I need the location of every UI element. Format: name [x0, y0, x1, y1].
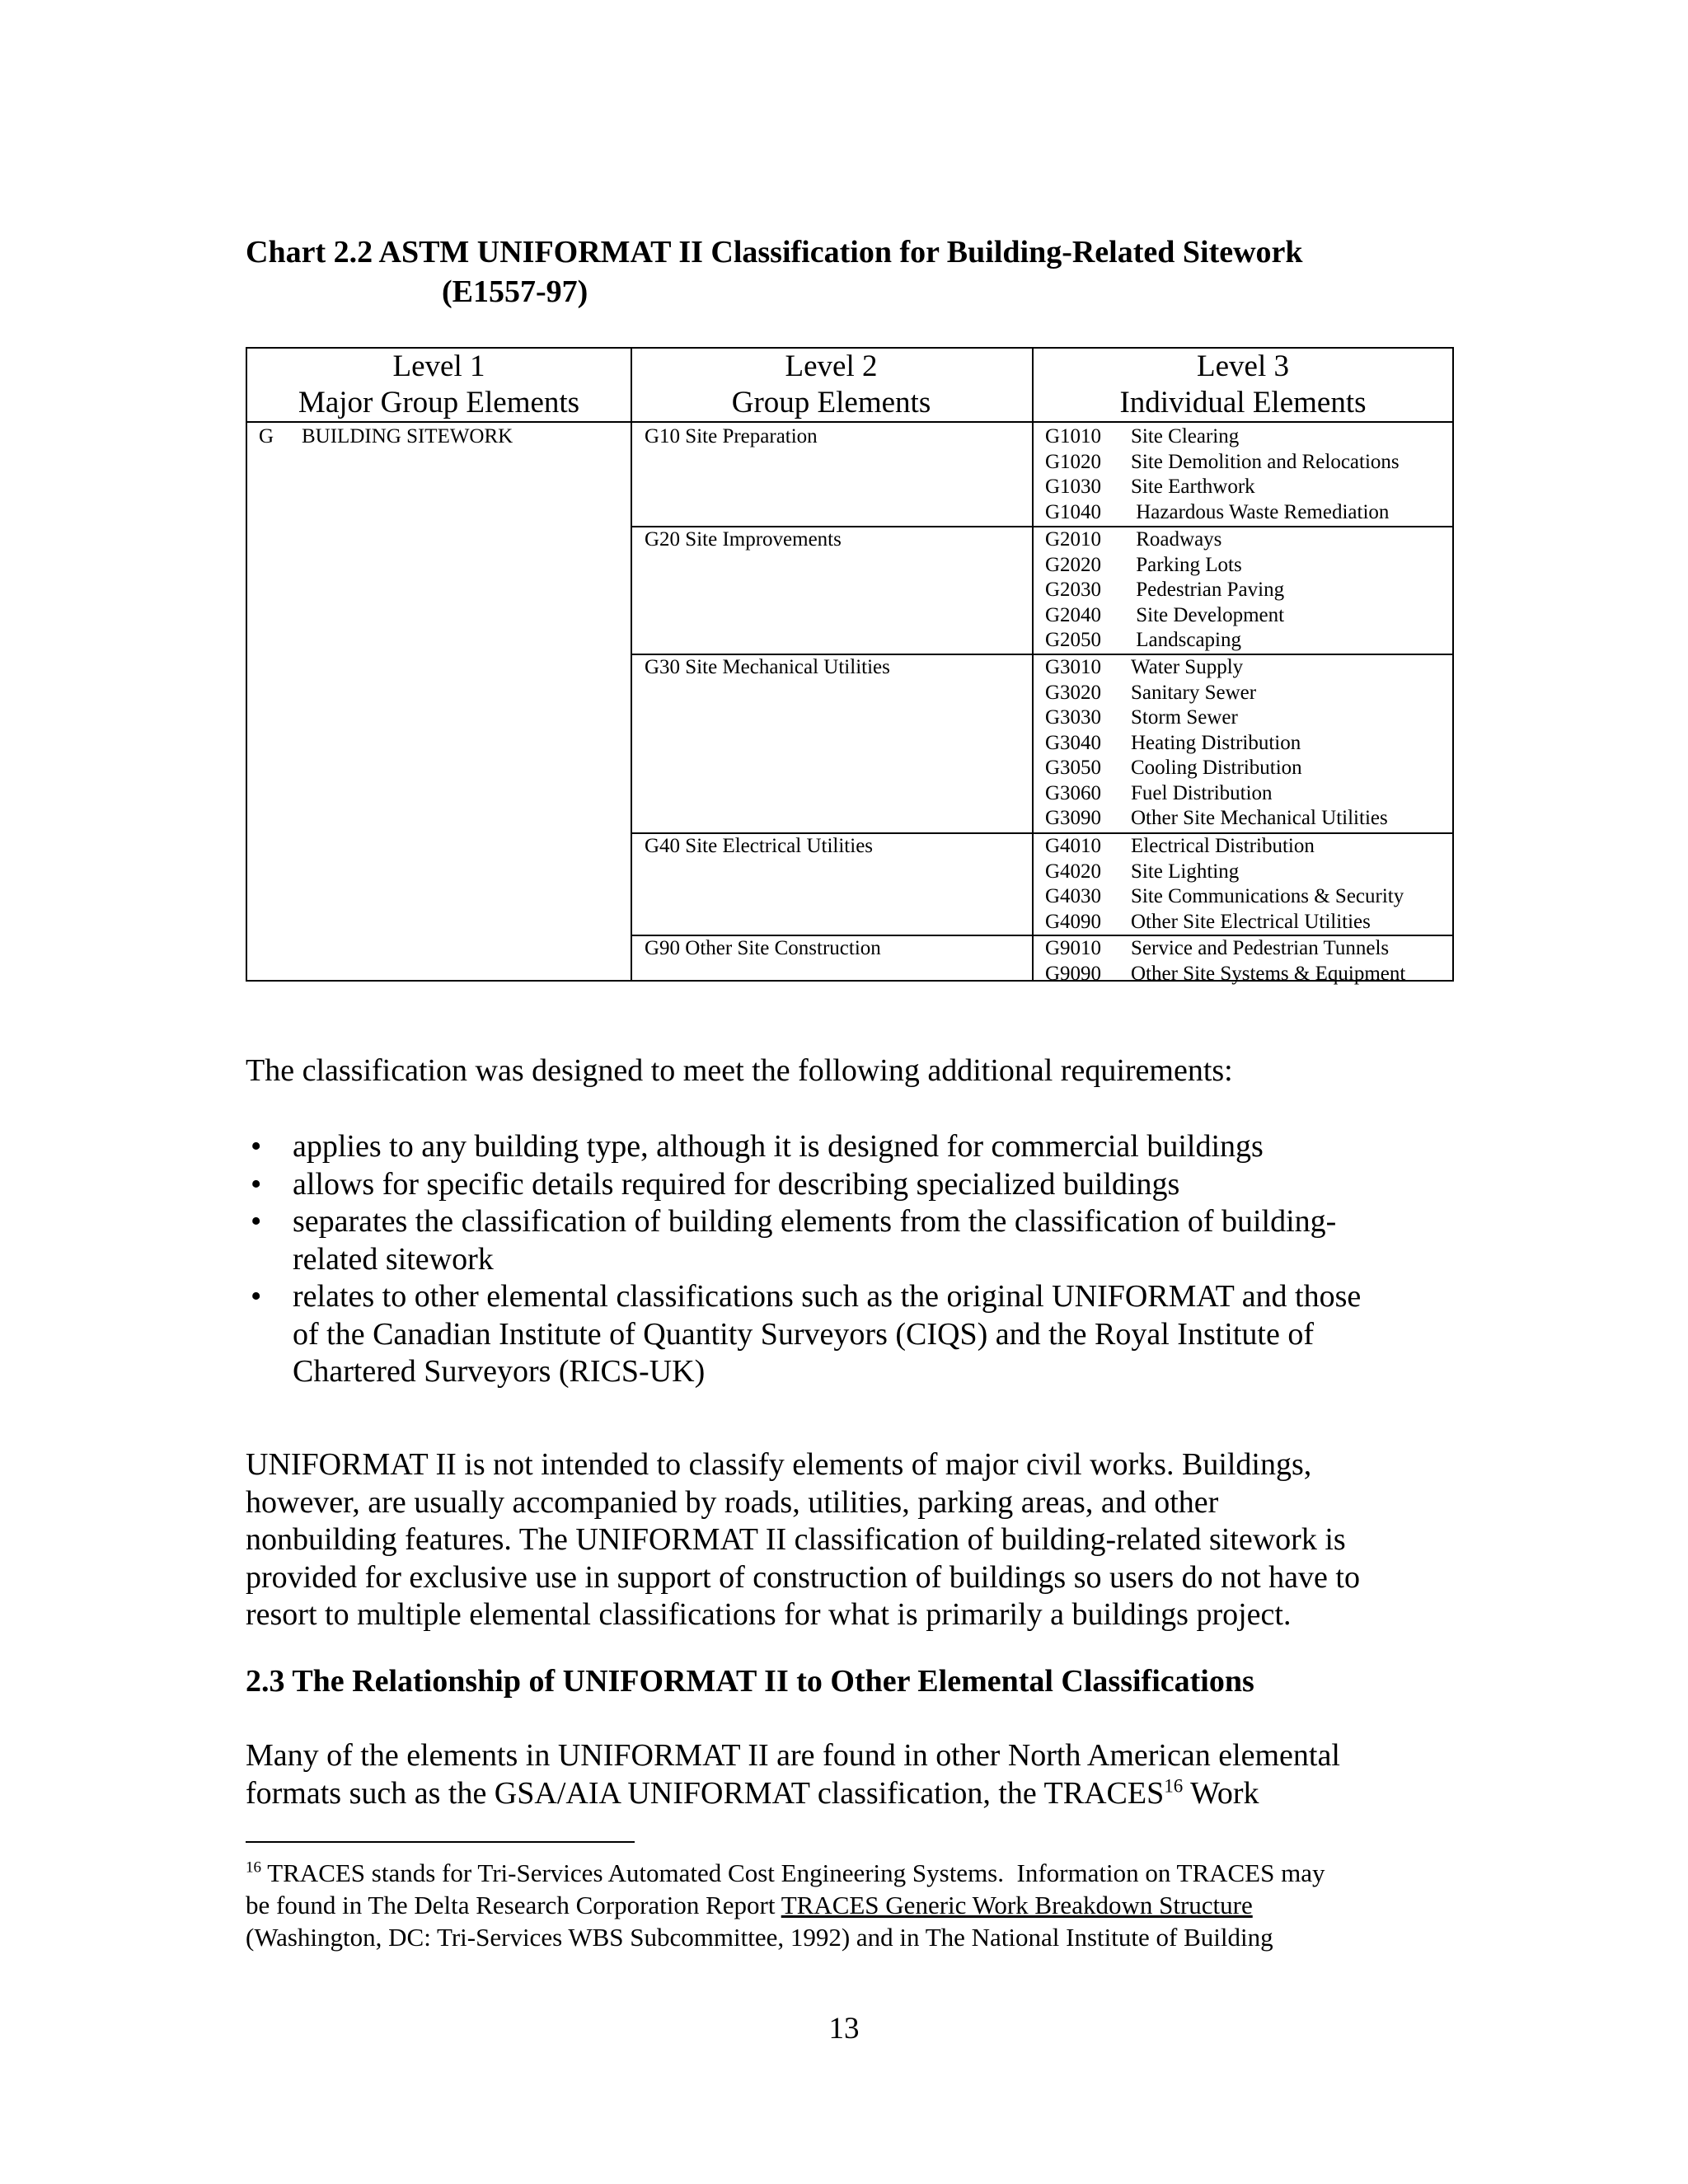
list-item-text: relates to other elemental classifications such as the original UNIFORMAT and those: [293, 1279, 1362, 1314]
footnote: [246, 1857, 1457, 1953]
element-name: Landscaping: [1131, 629, 1241, 651]
list-item-text: related sitework: [293, 1241, 494, 1277]
element-row: [1045, 450, 1400, 476]
header-level1: [247, 349, 631, 421]
header-level3: [1032, 349, 1454, 421]
element-row: [1045, 834, 1404, 860]
element-row: [1045, 781, 1388, 807]
group-items: [1045, 936, 1405, 987]
element-name: Other Site Electrical Utilities: [1131, 910, 1371, 933]
element-row: [1045, 603, 1284, 629]
element-row: [1045, 681, 1388, 706]
element-code: G2010: [1045, 528, 1102, 551]
element-name: Roadways: [1131, 528, 1222, 551]
element-name: Hazardous Waste Remediation: [1131, 500, 1390, 523]
element-code: G2040: [1045, 603, 1102, 626]
paragraph-line: nonbuilding features. The UNIFORMAT II classification of building-related sitework is: [246, 1522, 1346, 1557]
header-level: Level 3: [1197, 349, 1289, 383]
paragraph-line: resort to multiple elemental classifications for what is primarily a buildings project.: [246, 1597, 1292, 1632]
group-cell: G10 Site Preparation: [645, 425, 818, 448]
element-code: G2020: [1045, 553, 1102, 576]
element-code: G3060: [1045, 781, 1102, 804]
header-desc: Group Elements: [731, 386, 931, 419]
element-code: G3030: [1045, 706, 1102, 729]
element-name: Electrical Distribution: [1131, 835, 1315, 857]
header-desc: Major Group Elements: [298, 386, 580, 419]
list-item-text: allows for specific details required for describing specialized buildings: [293, 1166, 1180, 1202]
footnote-line: (Washington, DC: Tri-Services WBS Subcommittee, 1992) and in The National Institute of Building: [246, 1923, 1273, 1952]
element-code: G3040: [1045, 731, 1102, 754]
element-name: Site Earthwork: [1131, 476, 1255, 498]
element-row: [1045, 475, 1400, 500]
element-row: [1045, 705, 1388, 731]
element-row: [1045, 500, 1400, 526]
column-divider: [631, 349, 632, 980]
element-code: G3010: [1045, 656, 1102, 678]
element-name: Fuel Distribution: [1131, 781, 1273, 804]
element-code: G3090: [1045, 807, 1102, 829]
chart-title: [246, 232, 1303, 312]
paragraph-line: formats such as the GSA/AIA UNIFORMAT classification, the TRACES: [246, 1775, 1165, 1811]
element-row: [1045, 860, 1404, 885]
element-row: [1045, 578, 1284, 603]
paragraph-line: Many of the elements in UNIFORMAT II are found in other North American elemental: [246, 1738, 1340, 1773]
footnote-separator: [246, 1841, 635, 1843]
section-heading: 2.3 The Relationship of UNIFORMAT II to Other Elemental Classifications: [246, 1664, 1254, 1699]
element-code: G1030: [1045, 476, 1102, 498]
list-item-text: applies to any building type, although it is designed for commercial buildings: [293, 1129, 1264, 1164]
element-row: [1045, 628, 1284, 654]
body-paragraph: [246, 1446, 1457, 1634]
element-name: Storm Sewer: [1131, 706, 1238, 729]
list-item: [246, 1203, 1457, 1278]
group-items: [1045, 527, 1284, 654]
bullet-icon: •: [251, 1166, 262, 1202]
element-code: G1040: [1045, 500, 1102, 523]
paragraph-line: provided for exclusive use in support of construction of buildings so users do not have to: [246, 1559, 1360, 1595]
group-cell: G30 Site Mechanical Utilities: [645, 656, 890, 678]
body-paragraph: [246, 1737, 1457, 1812]
element-name: Sanitary Sewer: [1131, 681, 1257, 704]
group-items: [1045, 424, 1400, 525]
header-divider: [247, 421, 1452, 423]
element-row: [1045, 962, 1405, 987]
list-item-text: separates the classification of building elements from the classification of building-: [293, 1204, 1337, 1239]
element-name: Site Clearing: [1131, 425, 1240, 448]
element-name: Site Lighting: [1131, 860, 1240, 883]
footnote-line: TRACES stands for Tri-Services Automated Cost Engineering Systems. Information on TRACES may: [261, 1858, 1325, 1887]
element-code: G9090: [1045, 962, 1102, 985]
list-item: [246, 1278, 1457, 1391]
element-row: [1045, 731, 1388, 757]
intro-paragraph: The classification was designed to meet the following additional requirements:: [246, 1053, 1233, 1088]
element-name: Site Demolition and Relocations: [1131, 450, 1400, 473]
element-name: Service and Pedestrian Tunnels: [1131, 937, 1390, 959]
element-name: Site Communications & Security: [1131, 885, 1404, 907]
element-code: G4020: [1045, 860, 1102, 883]
report-title: TRACES Generic Work Breakdown Structure: [781, 1891, 1253, 1919]
chart-title-line2: (E1557-97): [442, 274, 588, 309]
group-items: [1045, 655, 1388, 832]
bullet-icon: •: [251, 1279, 262, 1314]
element-code: G2030: [1045, 579, 1102, 601]
header-level: Level 1: [392, 349, 485, 383]
paragraph-line: UNIFORMAT II is not intended to classify elements of major civil works. Buildings,: [246, 1447, 1312, 1482]
element-row: [1045, 756, 1388, 781]
element-code: G1010: [1045, 425, 1102, 448]
group-cell: G20 Site Improvements: [645, 528, 842, 551]
element-code: G4090: [1045, 910, 1102, 933]
paragraph-line: Work: [1183, 1775, 1259, 1811]
element-row: [1045, 553, 1284, 579]
footnote-line: be found in The Delta Research Corporation Report: [246, 1891, 781, 1919]
element-row: [1045, 884, 1404, 910]
group-items: [1045, 834, 1404, 935]
column-divider: [1032, 349, 1034, 980]
header-desc: Individual Elements: [1119, 386, 1367, 419]
level1-code: G: [259, 425, 274, 448]
element-code: G4010: [1045, 835, 1102, 857]
group-cell: G40 Site Electrical Utilities: [645, 835, 874, 857]
element-row: [1045, 806, 1388, 832]
header-level: Level 2: [785, 349, 878, 383]
group-cell: G90 Other Site Construction: [645, 937, 881, 959]
element-code: G3050: [1045, 757, 1102, 779]
element-row: [1045, 424, 1400, 450]
bullet-icon: •: [251, 1129, 262, 1164]
element-name: Heating Distribution: [1131, 731, 1301, 754]
element-row: [1045, 910, 1404, 935]
element-name: Site Development: [1131, 603, 1285, 626]
bullet-icon: •: [251, 1204, 262, 1239]
element-name: Cooling Distribution: [1131, 757, 1302, 779]
element-code: G4030: [1045, 885, 1102, 907]
requirements-list: [246, 1128, 1457, 1391]
element-code: G3020: [1045, 681, 1102, 704]
list-item-text: of the Canadian Institute of Quantity Surveyors (CIQS) and the Royal Institute of: [293, 1316, 1314, 1352]
chart-title-line1: Chart 2.2 ASTM UNIFORMAT II Classification for Building-Related Sitework: [246, 235, 1303, 269]
header-level2: [631, 349, 1032, 421]
page-number: 13: [828, 2012, 860, 2046]
element-name: Pedestrian Paving: [1131, 579, 1285, 601]
element-code: G2050: [1045, 629, 1102, 651]
level1-cell: [259, 424, 513, 450]
element-row: [1045, 936, 1405, 962]
element-name: Other Site Systems & Equipment: [1131, 962, 1406, 985]
classification-table: [246, 347, 1454, 985]
paragraph-line: however, are usually accompanied by roads, utilities, parking areas, and other: [246, 1484, 1219, 1520]
footnote-ref[interactable]: 16: [1164, 1774, 1184, 1796]
element-code: G1020: [1045, 450, 1102, 473]
level1-name: BUILDING SITEWORK: [302, 425, 513, 448]
element-row: [1045, 655, 1388, 681]
footnote-number: 16: [246, 1858, 261, 1877]
list-item: [246, 1166, 1457, 1204]
element-code: G9010: [1045, 937, 1102, 959]
element-name: Parking Lots: [1131, 553, 1242, 576]
element-name: Other Site Mechanical Utilities: [1131, 807, 1388, 829]
list-item-text: Chartered Surveyors (RICS-UK): [293, 1354, 706, 1389]
element-name: Water Supply: [1131, 656, 1244, 678]
element-row: [1045, 527, 1284, 553]
list-item: [246, 1128, 1457, 1166]
